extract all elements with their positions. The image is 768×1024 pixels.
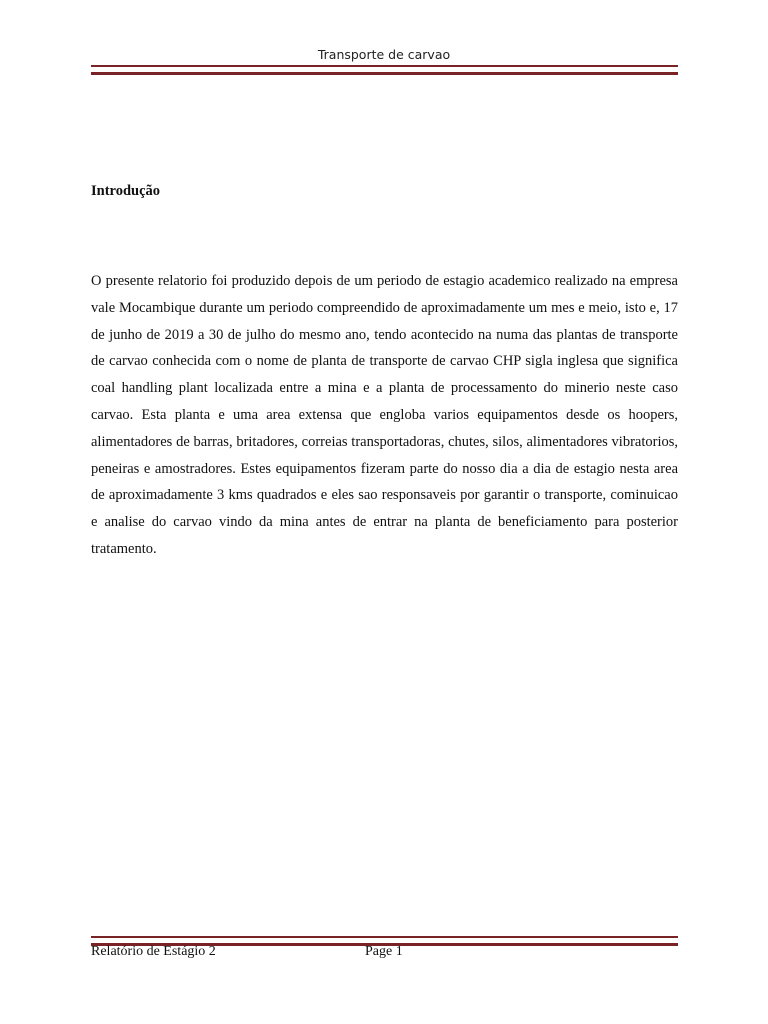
footer-document-title: Relatório de Estágio 2 [91, 944, 216, 959]
header-title: Transporte de carvao [317, 47, 451, 62]
header-rule [91, 65, 678, 75]
section-heading: Introdução [91, 183, 161, 199]
footer-page-number: Page 1 [365, 944, 403, 959]
body-paragraph: O presente relatorio foi produzido depois de um periodo de estagio academico realizado na empresa vale Mocambique durante um periodo compreendido de aproximadamente um mes e meio, isto e, 17 de junho de 2019 a 30 de julho do mesmo ano, tendo acontecido na numa das plantas de transporte de carvao conhecida com o nome de planta de transporte de carvao CHP sigla inglesa que significa coal handling plant localizada entre a mina e a planta de processamento do minerio neste caso carvao. Esta planta e uma area extensa que engloba varios equipamentos desde os hoopers, alimentadores de barras, britadores, correias transportadoras, chutes, silos, alimentadores vibratorios, peneiras e amostradores. Estes equipamentos fizeram parte do nosso dia a dia de estagio nesta area de aproximadamente 3 kms quadrados e eles sao responsaveis por garantir o transporte, cominuicao e analise do carvao vindo da mina antes de entrar na planta de beneficiamento para posterior tratamento. [91, 273, 678, 557]
